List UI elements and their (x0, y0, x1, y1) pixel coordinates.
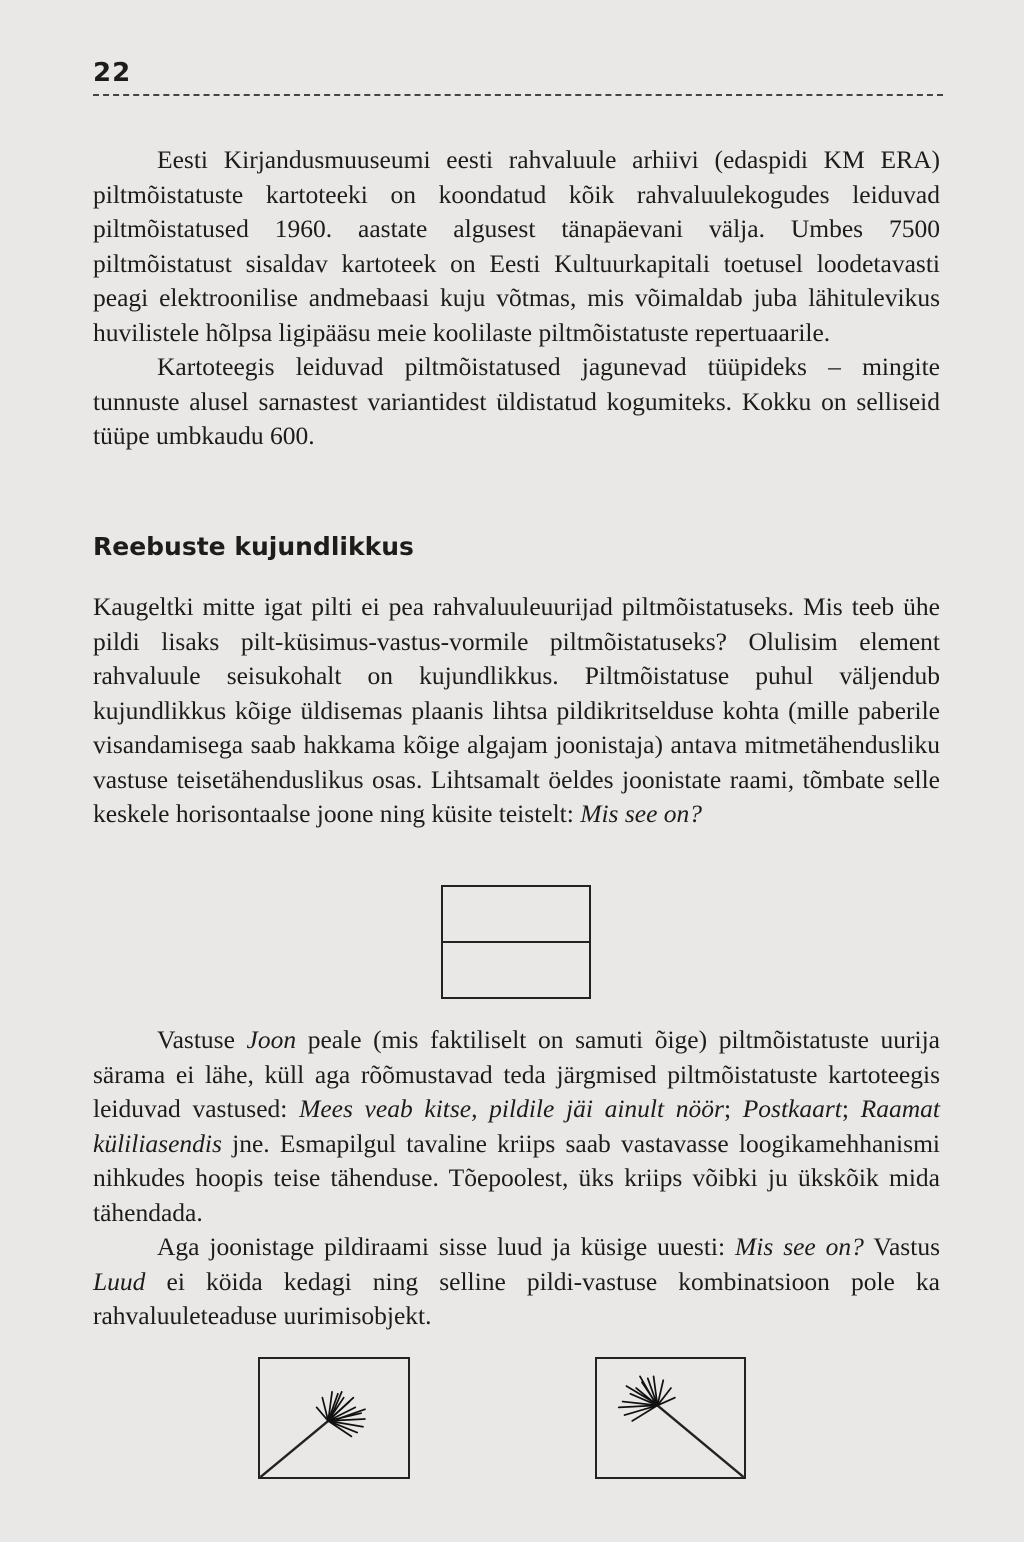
answer-joon: Joon (246, 1025, 297, 1054)
rebus-frame-broom-left (258, 1357, 410, 1479)
question-mis-see-on: Mis see on? (735, 1232, 864, 1261)
header-divider (93, 94, 943, 96)
section-text-1 (93, 590, 940, 832)
section-paragraph-1 (93, 590, 940, 832)
paragraph-1-text: Kaugeltki mitte igat pilti ei pea rahvaluuleuurijad piltmõistatuseks. Mis teeb ühe pildi lisaks pilt-küsimus-vastus-vormile piltmõistatuseks? Olulisim element rahvaluule seisukohalt on kujundlikkus. Piltmõistatuse puhul väljendub kujundlikkus kõige üldisemas plaanis lihtsa pildikritselduse kohta (mille paberile visandamisega saab hakkama kõige algajam joonistaja) antava mitmetähendusliku vastuse teisetähenduslikus osas. Lihtsamalt öeldes joonistate raami, tõmbate selle keskele horisontaalse joone ning küsite teistelt: (93, 592, 940, 828)
answer-luud: Luud (93, 1266, 146, 1296)
intro-paragraph-2: Kartoteegis leiduvad piltmõistatused jagunevad tüüpideks – mingite tunnuste alusel sarnastest variantidest üldistatud kogumiteks. Kokku on selliseid tüüpe umbkaudu 600. (93, 352, 940, 450)
intro-paragraph-1: Eesti Kirjandusmuuseumi eesti rahvaluule arhiivi (edaspidi KM ERA) piltmõistatuste kartoteeki on koondatud kõik rahvaluulekogudes leiduvad piltmõistatused 1960. aastate algusest tänapäevani välja. Umbes 7500 piltmõistatust sisaldav kartoteek on Eesti Kultuurkapitali toetusel loodetavasti peagi elektroonilise andmebaasi kuju võtmas, mis võimaldab juba lähitulevikus huvilistele hõlpsa ligipääsu meie koolilaste piltmõistatuste repertuaarile. (93, 145, 940, 347)
paragraph-3-end: ei köida kedagi ning selline pildi-vastuse kombinatsioon pole ka rahvaluuleteaduse uurimisobjekt. (93, 1266, 940, 1330)
rebus-frame-broom-right (595, 1357, 746, 1479)
rebus-frame-horizontal-line (441, 885, 591, 999)
section-paragraph-3 (93, 1230, 940, 1334)
separator: ; (841, 1094, 861, 1123)
page-number: 22 (93, 58, 132, 88)
section-paragraph-2 (93, 1023, 940, 1230)
paragraph-2-mid: peale (mis faktiliselt on samuti õige) piltmõistatuste uurija särama ei lähe, küll aga rõõmustavad teda järgmised piltmõistatuste kartoteegis leiduvad vastused: (93, 1025, 940, 1123)
broom-icon (597, 1359, 744, 1477)
section-text-2 (93, 1023, 940, 1334)
answer-raamat: Raamat küliliasendis (93, 1094, 940, 1158)
paragraph-2-end: jne. Esmapilgul tavaline kriips saab vastavasse loogikamehhanismi nihkudes hoopis teise tähenduse. Tõepoolest, üks kriips võibki ju ükskõik mida tähendada. (93, 1128, 940, 1227)
separator: ; (723, 1094, 743, 1123)
paragraph-3-start: Aga joonistage pildiraami sisse luud ja küsige uuesti: (157, 1232, 736, 1261)
paragraph-2-start: Vastuse (157, 1025, 247, 1054)
answer-mees-veab-kitse: Mees veab kitse, pildile jäi ainult nöör (299, 1094, 724, 1123)
paragraph-3-mid: Vastus (863, 1232, 940, 1261)
section-heading: Reebuste kujundlikkus (93, 532, 414, 561)
question-mis-see-on: Mis see on? (580, 799, 703, 828)
broom-icon (260, 1359, 408, 1477)
intro-text (93, 143, 940, 454)
answer-postkaart: Postkaart (742, 1094, 842, 1123)
